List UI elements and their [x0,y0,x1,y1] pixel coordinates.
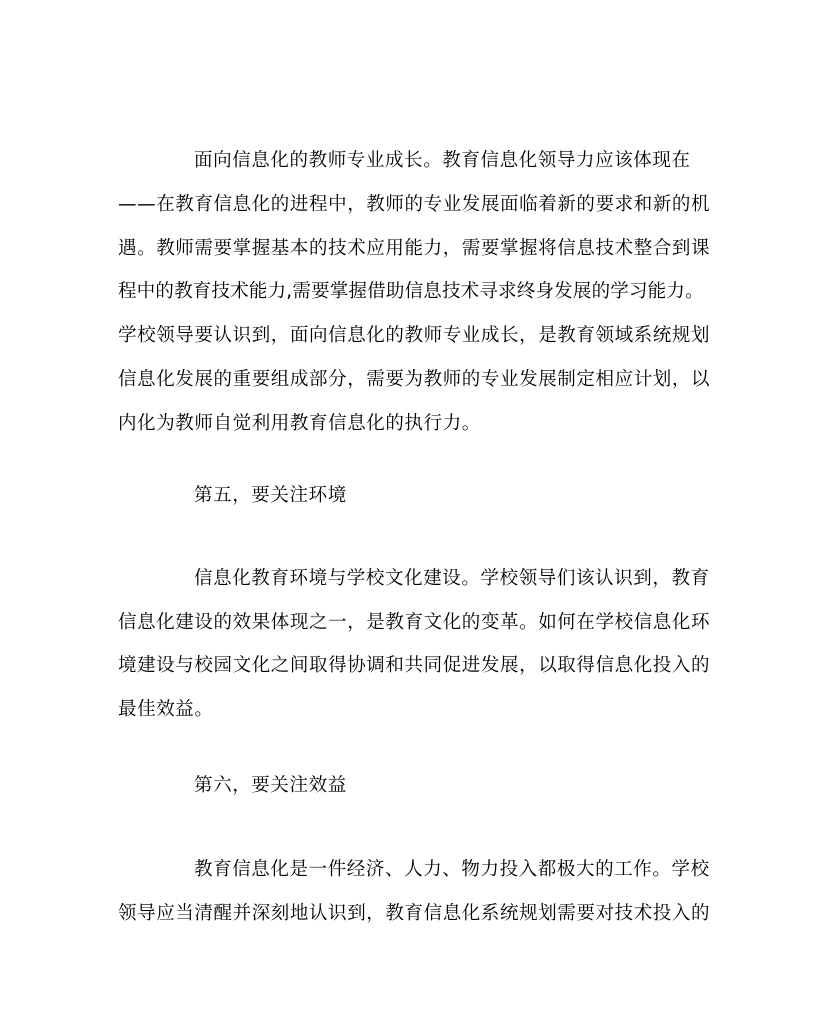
section-heading-6: 第六，要关注效益 [194,775,347,796]
paragraph-1-line-1: 面向信息化的教师专业成长。教育信息化领导力应该体现在 [194,150,691,171]
paragraph-3-line-2: 领导应当清醒并深刻地认识到，教育信息化系统规划需要对技术投入的 [118,903,711,924]
paragraph-3-line-1: 教育信息化是一件经济、人力、物力投入都极大的工作。学校 [194,859,710,880]
paragraph-1-line-4: 程中的教育技术能力,需要掌握借助信息技术寻求终身发展的学习能力。 [118,281,704,302]
paragraph-1-line-5: 学校领导要认识到，面向信息化的教师专业成长，是教育领域系统规划 [118,325,711,346]
paragraph-1-line-3: 遇。教师需要掌握基本的技术应用能力，需要掌握将信息技术整合到课 [118,238,711,259]
paragraph-1-line-7: 内化为教师自觉利用教育信息化的执行力。 [118,413,481,434]
paragraph-2-line-4: 最佳效益。 [118,699,214,720]
paragraph-2-line-1: 信息化教育环境与学校文化建设。学校领导们该认识到，教育 [194,568,710,589]
paragraph-2-line-3: 境建设与校园文化之间取得协调和共同促进发展，以取得信息化投入的 [118,655,711,676]
paragraph-1-line-6: 信息化发展的重要组成部分，需要为教师的专业发展制定相应计划，以 [118,369,711,390]
paragraph-1-line-2: ——在教育信息化的进程中，教师的专业发展面临着新的要求和新的机 [118,194,711,215]
section-heading-5: 第五，要关注环境 [194,485,347,506]
paragraph-2-line-2: 信息化建设的效果体现之一，是教育文化的变革。如何在学校信息化环 [118,612,711,633]
